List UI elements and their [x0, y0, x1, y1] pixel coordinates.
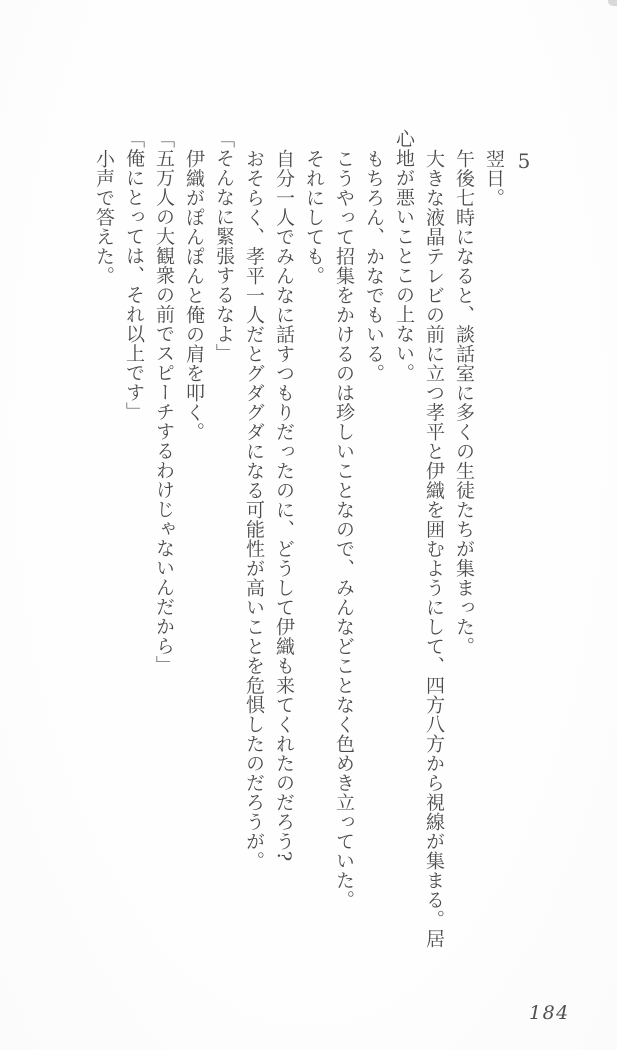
section-number: 5	[512, 148, 536, 173]
paragraph: おそらく、孝平一人だとグダグダになる可能性が高いことを危惧したのだろうが。	[243, 148, 265, 870]
paragraph: もちろん、かなでもいる。	[363, 148, 385, 383]
paragraph: 伊織がぽんぽんと俺の肩を叩く。	[183, 148, 205, 441]
paragraph: 自分一人でみんなに話すつもりだったのに、どうして伊織も来てくれたのだろう?	[273, 148, 295, 862]
paragraph: 「俺にとっては、それ以上です」	[123, 129, 145, 422]
paragraph: 大きな液晶テレビの前に立つ孝平と伊織を囲むようにして、四方八方から視線が集まる。居心地が悪いことこの上ない。	[393, 129, 445, 948]
paragraph: 小声で答えた。	[93, 148, 115, 285]
page-text-block	[59, 129, 539, 954]
paragraph: 翌日。	[483, 148, 505, 207]
scan-artifact	[608, 0, 617, 6]
paragraph: 「そんなに緊張するなよ」	[213, 129, 235, 363]
paragraph: 「五万人の大観衆の前でスピーチするわけじゃないんだから」	[153, 129, 175, 675]
paragraph: 午後七時になると、談話室に多くの生徒たちが集まった。	[453, 148, 475, 656]
paragraph: こうやって招集をかけるのは珍しいことなので、みんなどことなく色めき立っていた。	[333, 148, 355, 909]
paragraph: それにしても。	[303, 148, 325, 285]
page-number: 184	[529, 1002, 570, 1024]
